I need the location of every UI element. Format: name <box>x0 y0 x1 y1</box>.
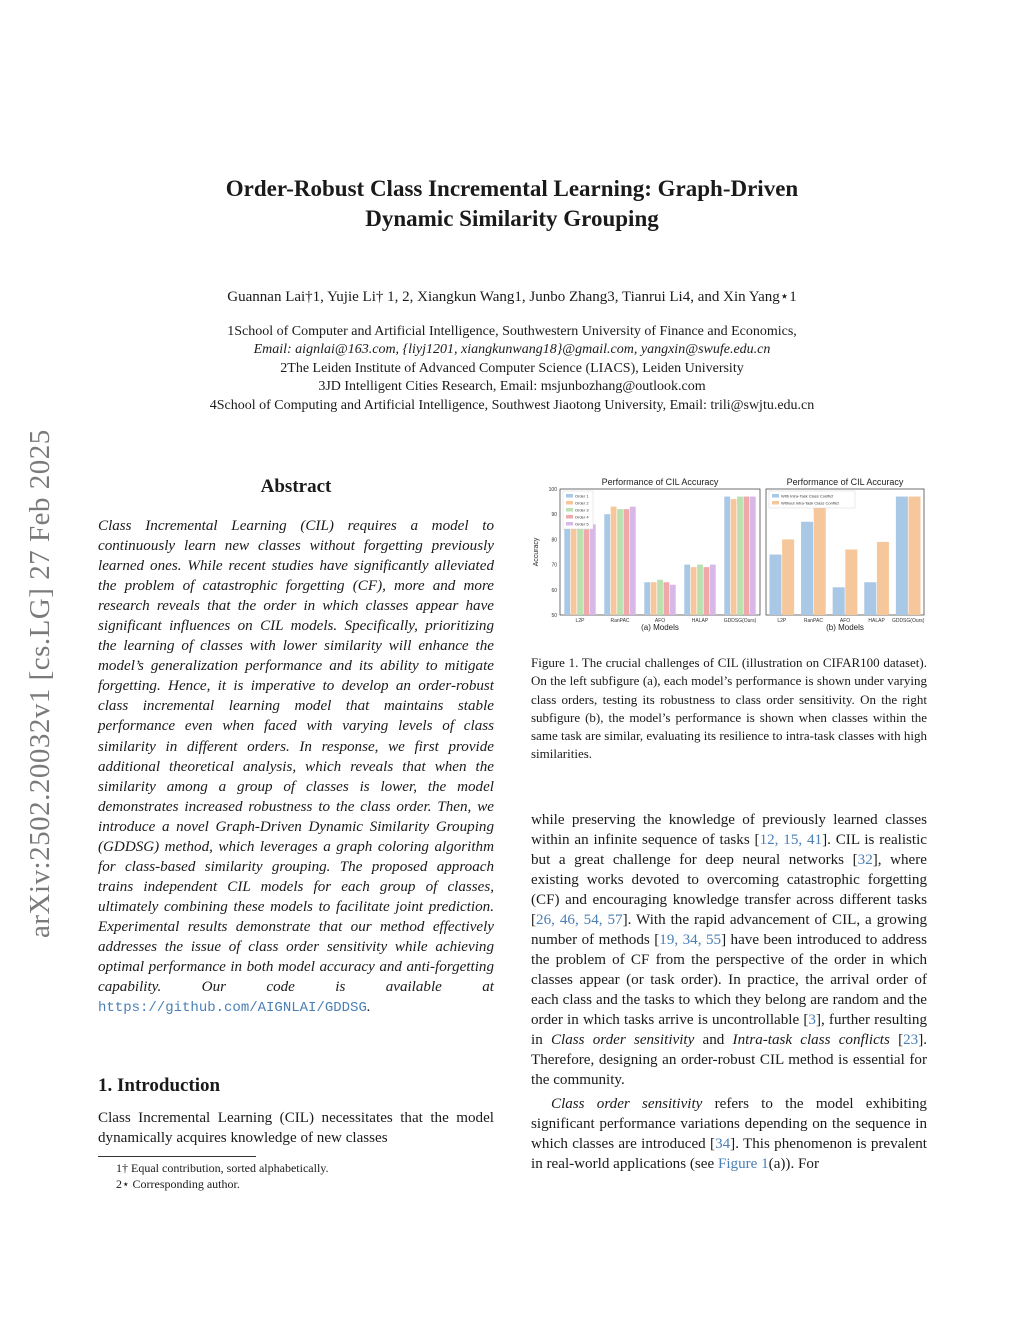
bar <box>769 555 781 615</box>
abstract-text: Class Incremental Learning (CIL) requires a model to continuously learn new classes without forgetting previously learned ones. While recent studies have significantly alleviated the problem of catastrophic forgetting (CF), more and more research reveals that the order in which classes appear have significant influences on CIL models. Specifically, prioritizing the learning of classes with lower similarity will enhance the model’s generalization performance and its ability to mitigate forgetting. Hence, it is imperative to develop an order-robust class incremental learning model that maintains stable performance even when faced with varying levels of class similarity in different orders. In response, we first provide additional theoretical analysis, which reveals that when the similarity among a group of classes is lower, the model demonstrates increased robustness to the class order. Then, we introduce a novel Graph-Driven Dynamic Similarity Grouping (GDDSG) method, which leverages a graph coloring algorithm for class-based similarity grouping. The proposed approach trains independent CIL models for each group of classes, ultimately combining these models to facilitate joint prediction. Experimental results demonstrate that our method effectively addresses the issue of class order sensitivity while achieving optimal performance in both model accuracy and anti-forgetting capability. Our code is available at <box>98 518 494 996</box>
bar <box>814 504 826 615</box>
bar <box>782 539 794 615</box>
y-tick-label: 100 <box>548 487 557 493</box>
bar <box>877 542 889 615</box>
y-tick-label: 80 <box>551 537 557 544</box>
bar <box>604 514 610 615</box>
citation-link[interactable]: 26, 46, 54, 57 <box>536 912 623 928</box>
bar <box>644 582 650 615</box>
bar <box>684 565 690 615</box>
bar <box>651 582 657 615</box>
bar <box>664 582 670 615</box>
paragraph-2: Class order sensitivity refers to the model exhibiting significant performance variations depending on the sequence in which classes are introduced [34]. This phenomenon is prevalent in real-world applications (see Figure 1(a)). For <box>531 1096 927 1172</box>
bar <box>697 565 703 615</box>
chart-legend <box>769 491 855 508</box>
bar <box>564 527 570 615</box>
bar <box>864 582 876 615</box>
y-axis-label: Accuracy <box>533 537 540 567</box>
figure-1-caption: Figure 1. The crucial challenges of CIL (illustration on CIFAR100 dataset). On the left subfigure (a), each model’s performance is shown under varying class orders, testing its robustness to class order sensitivity. On the right subfigure (b), the model’s performance is shown when classes within the same task are similar, evaluating its resilience to intra-task classes with high similarities. <box>531 655 927 762</box>
abstract-heading: Abstract <box>260 476 332 497</box>
x-tick-label: HALAP <box>868 618 885 624</box>
author-list: Guannan Lai†1, Yujie Li† 1, 2, Xiangkun Wang1, Junbo Zhang3, Tianrui Li4, and Xin Yang⋆1 <box>227 289 797 305</box>
citation-link[interactable]: 23 <box>903 1032 919 1048</box>
legend-entry: Order 4 <box>575 514 589 520</box>
x-tick-label: AFO <box>839 618 851 624</box>
x-tick-label: RanPAC <box>610 618 630 624</box>
bar <box>691 567 697 615</box>
legend-entry: Order 2 <box>575 500 589 506</box>
chart-title: Performance of CIL Accuracy <box>601 477 719 487</box>
figure-1-link[interactable]: Figure 1 <box>717 1156 769 1172</box>
y-tick-label: 70 <box>551 562 557 569</box>
citation-link[interactable]: 19, 34, 55 <box>659 932 722 948</box>
legend-swatch <box>772 501 779 505</box>
paragraph-1: while preserving the knowledge of previously learned classes within an infinite sequence of tasks [12, 15, 41]. CIL is realistic but a great challenge for deep neural networks [32], where existing works devoted to overcoming catastrophic forgetting (CF) and encouraging knowledge transfer across different tasks [26, 46, 54, 57]. With the rapid advancement of CIL, a growing number of methods [19, 34, 55] have been introduced to address the problem of CF from the perspective of the order in which classes appear (or task order). In practice, the arrival order of each class and the tasks to which they belong are random and the order in which tasks arrive is uncontrollable [3], further resulting in Class order sensitivity and Intra-task class conflicts [23]. Therefore, designing an order-robust CIL method is essential for the community. <box>531 812 928 1088</box>
legend-entry: Order 3 <box>575 507 589 513</box>
legend-swatch <box>566 508 573 512</box>
title-line-1: Order-Robust Class Incremental Learning: Graph-Driven <box>225 176 799 201</box>
bar <box>801 522 813 615</box>
legend-swatch <box>772 494 779 498</box>
citation-link[interactable]: 12, 15, 41 <box>759 832 823 848</box>
x-tick-label: RanPAC <box>803 618 823 624</box>
bar <box>737 497 743 615</box>
affiliation-1: 1School of Computer and Artificial Intelligence, Southwestern University of Finance and Economics, <box>227 324 797 339</box>
x-tick-label: L2P <box>777 618 787 624</box>
x-axis-label: (b) Models <box>826 623 864 632</box>
bar <box>617 509 623 615</box>
legend-entry: Order 1 <box>575 493 589 499</box>
footnote-2: 2⋆ Corresponding author. <box>116 1177 240 1191</box>
introduction-text: Class Incremental Learning (CIL) necessitates that the model dynamically acquires knowledge of new classes <box>98 1110 494 1146</box>
y-tick-label: 60 <box>551 587 557 594</box>
bar <box>571 519 577 615</box>
legend-entry: With Intra-Task Class Conflict <box>781 493 834 499</box>
bar <box>845 549 857 615</box>
legend-swatch <box>566 494 573 498</box>
right-column-text <box>531 810 927 1174</box>
legend-swatch <box>566 522 573 526</box>
bar <box>909 497 921 615</box>
chart-legend <box>563 491 593 529</box>
bar <box>611 507 617 615</box>
bar <box>744 497 750 615</box>
bar <box>590 524 596 615</box>
x-tick-label: GDDSG(Ours) <box>723 618 757 624</box>
bar <box>584 529 590 615</box>
paper-title <box>150 174 874 234</box>
figure-1-charts <box>530 474 928 638</box>
bar <box>750 497 756 615</box>
citation-link[interactable]: 32 <box>857 852 873 868</box>
bar <box>710 565 716 615</box>
legend-entry: Without Intra-Task Class Conflict <box>781 500 839 506</box>
affiliation-1-email: Email: aignlai@163.com, {liyj1201, xiangkunwang18}@gmail.com, yangxin@swufe.edu.cn <box>253 342 771 358</box>
x-tick-label: GDDSG(Ours) <box>891 618 925 624</box>
bar <box>731 499 737 615</box>
bar <box>896 497 908 615</box>
affiliations <box>130 323 894 415</box>
bar <box>670 585 676 615</box>
y-tick-label: 90 <box>551 512 557 519</box>
code-link[interactable]: https://github.com/AIGNLAI/GDDSG <box>98 1000 367 1017</box>
bar <box>724 497 730 615</box>
section-heading-introduction: 1. Introduction <box>98 1075 221 1096</box>
bar <box>577 524 583 615</box>
chart-title: Performance of CIL Accuracy <box>786 477 904 487</box>
bar <box>833 587 845 615</box>
affiliation-3: 3JD Intelligent Cities Research, Email: msjunbozhang@outlook.com <box>318 379 706 395</box>
x-tick-label: AFO <box>654 618 666 624</box>
x-tick-label: HALAP <box>691 618 709 624</box>
arxiv-identifier: arXiv:2502.20032v1 [cs.LG] 27 Feb 2025 <box>24 429 56 938</box>
bar <box>657 580 663 615</box>
legend-entry: Order 5 <box>575 521 589 527</box>
citation-link[interactable]: 34 <box>715 1136 731 1152</box>
bar <box>630 507 636 615</box>
legend-swatch <box>566 501 573 505</box>
chart-a <box>533 477 760 632</box>
footnote-1: 1† Equal contribution, sorted alphabetically. <box>116 1161 329 1175</box>
footnote-divider <box>98 1156 256 1157</box>
title-line-2: Dynamic Similarity Grouping <box>365 206 659 231</box>
affiliation-2: 2The Leiden Institute of Advanced Computer Science (LIACS), Leiden University <box>280 360 744 376</box>
y-tick-label: 50 <box>551 613 557 619</box>
x-tick-label: L2P <box>575 618 585 624</box>
abstract-body: Class Incremental Learning (CIL) requires a model to continuously learn new classes without forgetting previously learned ones. While recent studies have significantly alleviated the problem of catastrophic forgetting (CF), more and more research reveals that the order in which classes appear have significant influences on CIL models. Specifically, prioritizing the learning of classes with lower similarity will enhance the model’s generalization performance and its ability to mitigate forgetting. Hence, it is imperative to develop an order-robust class incremental learning model that maintains stable performance even when faced with varying levels of class similarity in different orders. In response, we first provide additional theoretical analysis, which reveals that when the similarity among a group of classes is lower, the model demonstrates increased robustness to the class order. Then, we introduce a novel Graph-Driven Dynamic Similarity Grouping (GDDSG) method, which leverages a graph coloring algorithm for class-based similarity grouping. The proposed approach trains independent CIL models for each group of classes, ultimately combining these models to facilitate joint prediction. Experimental results demonstrate that our method effectively addresses the issue of class order sensitivity while achieving optimal performance in both model accuracy and anti-forgetting capability. Our code is available at https://github.com/AIGNLAI/GDDSG. <box>98 518 494 1017</box>
legend-swatch <box>566 515 573 519</box>
chart-b <box>766 477 925 632</box>
affiliation-4: 4School of Computing and Artificial Intelligence, Southwest Jiaotong University, Email: trili@swjtu.edu.cn <box>209 397 815 413</box>
bar <box>624 509 630 615</box>
bar <box>704 567 710 615</box>
citation-link[interactable]: 3 <box>808 1012 816 1028</box>
x-axis-label: (a) Models <box>641 623 679 632</box>
